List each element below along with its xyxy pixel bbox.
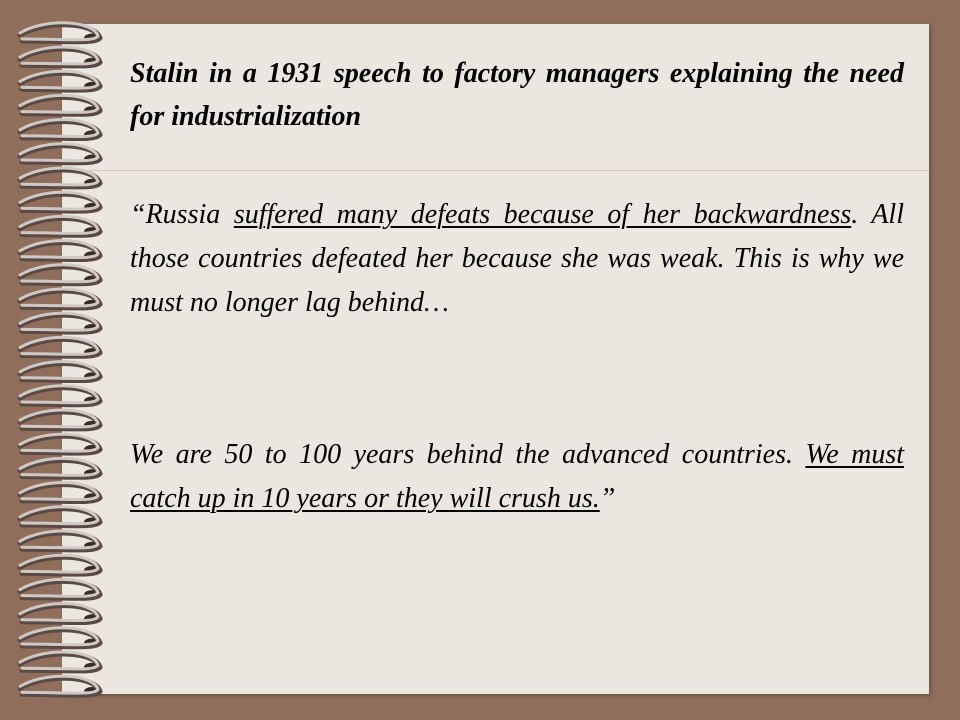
spiral-coil (20, 555, 100, 575)
spiral-coil (20, 386, 100, 406)
spiral-coil (20, 144, 100, 164)
spiral-coil (20, 434, 100, 454)
quote-paragraph-1 (130, 193, 904, 325)
spiral-coil (20, 241, 100, 261)
spiral-coil (20, 652, 100, 672)
spiral-coil (20, 71, 100, 91)
spiral-coil (20, 410, 100, 430)
quote-text: . All those countries defeated her because she was weak. This is why we must no longer lag behind… (130, 199, 904, 318)
close-quote-mark: ” (599, 483, 616, 514)
spiral-coil (20, 676, 100, 696)
spiral-coil (20, 628, 100, 648)
spiral-coil (20, 579, 100, 599)
slide-title: Stalin in a 1931 speech to factory managers explaining the need for industrialization (130, 58, 904, 132)
spiral-coil (20, 289, 100, 309)
spiral-coil (20, 507, 100, 527)
open-quote-mark: “ (130, 199, 146, 230)
spiral-coil (20, 23, 100, 43)
spiral-coil (20, 120, 100, 140)
spiral-coil (20, 458, 100, 478)
quote-paragraph-2 (130, 433, 904, 521)
spiral-coil (20, 47, 100, 67)
underlined-quote-text: We must catch up in 10 years or they will crush us. (130, 439, 904, 514)
spiral-coil (20, 313, 100, 333)
quote-text: Russia (145, 199, 234, 230)
quote-text: We are 50 to 100 years behind the advanced countries. (130, 439, 806, 470)
spiral-coil (20, 531, 100, 551)
spiral-coil (20, 216, 100, 236)
underlined-quote-text: suffered many defeats because of her backwardness (233, 199, 852, 230)
spiral-coil (20, 265, 100, 285)
spiral-coil (20, 95, 100, 115)
spiral-coil (20, 362, 100, 382)
spiral-coil (20, 192, 100, 212)
spiral-coil (20, 168, 100, 188)
page-rule-line (62, 170, 929, 171)
spiral-coil (20, 604, 100, 624)
spiral-binding-icon (0, 0, 120, 720)
spiral-coil (20, 337, 100, 357)
spiral-coil (20, 483, 100, 503)
